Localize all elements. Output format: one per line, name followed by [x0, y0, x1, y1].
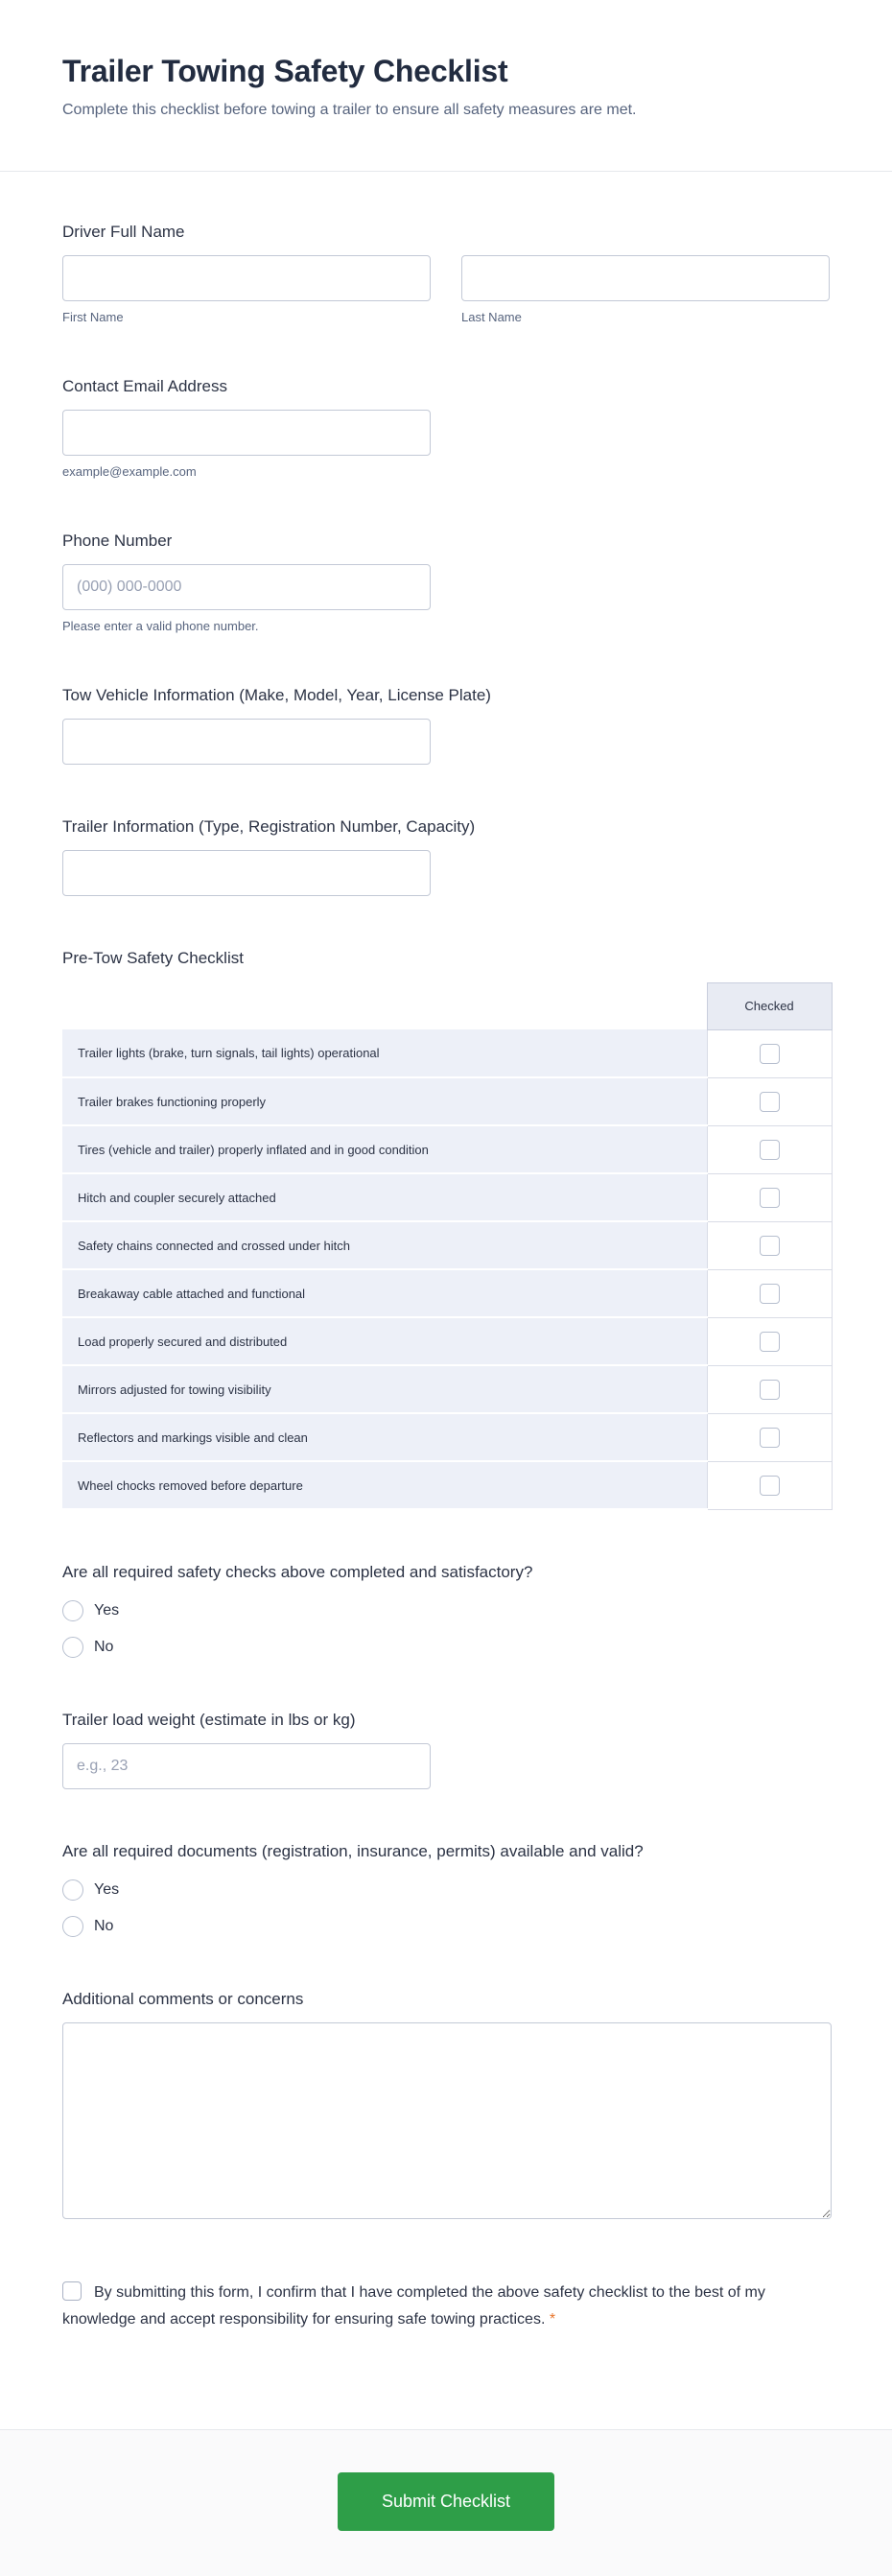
radio-option-label: Yes	[94, 1881, 120, 1899]
question-vehicle-info	[62, 685, 830, 765]
question-phone	[62, 531, 830, 633]
row-checkbox[interactable]	[760, 1092, 780, 1112]
checklist-row-label: Trailer brakes functioning properly	[62, 1077, 707, 1125]
checklist-row	[62, 1077, 832, 1125]
checklist-table	[62, 982, 833, 1511]
last-name-input[interactable]	[461, 255, 830, 301]
question-safety-confirm	[62, 1562, 830, 1658]
documents-confirm-options	[62, 1879, 830, 1937]
radio-icon[interactable]	[62, 1916, 83, 1937]
email-sublabel: example@example.com	[62, 464, 197, 480]
vehicle-info-label: Tow Vehicle Information (Make, Model, Year, License Plate)	[62, 686, 491, 705]
checklist-row-label: Trailer lights (brake, turn signals, tail lights) operational	[62, 1029, 707, 1077]
checked-column-header: Checked	[707, 982, 832, 1029]
checklist-row-label: Breakaway cable attached and functional	[62, 1269, 707, 1317]
first-name-col	[62, 255, 431, 324]
row-checkbox[interactable]	[760, 1332, 780, 1352]
checklist-row	[62, 1317, 832, 1365]
phone-field[interactable]	[62, 564, 431, 610]
checklist-row-label: Wheel chocks removed before departure	[62, 1461, 707, 1509]
load-weight-label: Trailer load weight (estimate in lbs or kg)	[62, 1711, 356, 1730]
radio-icon[interactable]	[62, 1600, 83, 1621]
row-checkbox[interactable]	[760, 1284, 780, 1304]
checklist-row	[62, 1365, 832, 1413]
first-name-sublabel: First Name	[62, 310, 124, 325]
checklist-row-label: Mirrors adjusted for towing visibility	[62, 1365, 707, 1413]
vehicle-info-input[interactable]	[62, 719, 431, 765]
last-name-col	[461, 255, 830, 324]
checklist-check-cell	[707, 1317, 832, 1365]
checklist-row	[62, 1461, 832, 1509]
checklist-row	[62, 1173, 832, 1221]
checklist-row	[62, 1125, 832, 1173]
row-checkbox[interactable]	[760, 1380, 780, 1400]
name-row	[62, 255, 830, 324]
radio-option-label: No	[94, 1918, 114, 1935]
checklist-check-cell	[707, 1221, 832, 1269]
radio-icon[interactable]	[62, 1879, 83, 1901]
checklist-row-label: Reflectors and markings visible and clean	[62, 1413, 707, 1461]
email-label: Contact Email Address	[62, 377, 227, 396]
table-corner-cell	[62, 982, 707, 1029]
checklist-row-label: Hitch and coupler securely attached	[62, 1173, 707, 1221]
last-name-sublabel: Last Name	[461, 310, 522, 325]
question-documents-confirm	[62, 1841, 830, 1937]
phone-sublabel: Please enter a valid phone number.	[62, 619, 259, 634]
question-agreement	[62, 2280, 830, 2333]
checklist-check-cell	[707, 1365, 832, 1413]
comments-textarea[interactable]	[62, 2022, 832, 2219]
safety-confirm-radio-option[interactable]	[62, 1600, 830, 1621]
agreement-checkbox[interactable]	[62, 2281, 82, 2301]
form-title: Trailer Towing Safety Checklist	[62, 54, 508, 88]
radio-icon[interactable]	[62, 1637, 83, 1658]
submit-button[interactable]: Submit Checklist	[338, 2472, 554, 2531]
checklist-check-cell	[707, 1125, 832, 1173]
form-subtitle: Complete this checklist before towing a trailer to ensure all safety measures are met.	[62, 102, 637, 118]
checklist-row-label: Safety chains connected and crossed under hitch	[62, 1221, 707, 1269]
checklist-table-body	[62, 1029, 832, 1509]
checklist-row	[62, 1269, 832, 1317]
comments-label: Additional comments or concerns	[62, 1990, 304, 2009]
checklist-row-label: Tires (vehicle and trailer) properly inflated and in good condition	[62, 1125, 707, 1173]
checklist-check-cell	[707, 1077, 832, 1125]
driver-name-label: Driver Full Name	[62, 223, 185, 241]
question-driver-name	[62, 222, 830, 324]
question-trailer-info	[62, 816, 830, 896]
load-weight-input[interactable]	[62, 1743, 431, 1789]
agreement-text: By submitting this form, I confirm that I have completed the above safety checklist to the best of my knowledge and accept responsibility for ensuring safe towing practices.	[62, 2284, 765, 2328]
documents-confirm-radio-option[interactable]	[62, 1916, 830, 1937]
email-field[interactable]	[62, 410, 431, 456]
radio-option-label: Yes	[94, 1602, 120, 1619]
row-checkbox[interactable]	[760, 1044, 780, 1064]
required-asterisk: *	[549, 2311, 556, 2328]
question-pretow-checklist	[62, 948, 830, 1510]
radio-option-label: No	[94, 1639, 114, 1656]
checklist-row	[62, 1413, 832, 1461]
checklist-row	[62, 1221, 832, 1269]
row-checkbox[interactable]	[760, 1140, 780, 1160]
first-name-input[interactable]	[62, 255, 431, 301]
documents-confirm-radio-option[interactable]	[62, 1879, 830, 1901]
phone-label: Phone Number	[62, 532, 173, 551]
checklist-check-cell	[707, 1269, 832, 1317]
trailer-info-input[interactable]	[62, 850, 431, 896]
question-comments	[62, 1989, 830, 2224]
question-load-weight	[62, 1710, 830, 1789]
checklist-header-row	[62, 982, 832, 1029]
checklist-check-cell	[707, 1413, 832, 1461]
row-checkbox[interactable]	[760, 1188, 780, 1208]
agreement-row	[62, 2280, 801, 2333]
checklist-check-cell	[707, 1029, 832, 1077]
row-checkbox[interactable]	[760, 1236, 780, 1256]
trailer-info-label: Trailer Information (Type, Registration Number, Capacity)	[62, 817, 476, 837]
pretow-checklist-label: Pre-Tow Safety Checklist	[62, 949, 244, 968]
checklist-check-cell	[707, 1173, 832, 1221]
safety-confirm-radio-option[interactable]	[62, 1637, 830, 1658]
checklist-check-cell	[707, 1461, 832, 1509]
row-checkbox[interactable]	[760, 1428, 780, 1448]
safety-confirm-label: Are all required safety checks above completed and satisfactory?	[62, 1563, 533, 1582]
checklist-row-label: Load properly secured and distributed	[62, 1317, 707, 1365]
question-email	[62, 376, 830, 479]
form-footer	[0, 2429, 892, 2576]
safety-confirm-options	[62, 1600, 830, 1658]
checklist-row	[62, 1029, 832, 1077]
row-checkbox[interactable]	[760, 1476, 780, 1496]
documents-confirm-label: Are all required documents (registration, insurance, permits) available and valid?	[62, 1842, 644, 1861]
form-body	[0, 172, 892, 2429]
form-header	[0, 0, 892, 172]
